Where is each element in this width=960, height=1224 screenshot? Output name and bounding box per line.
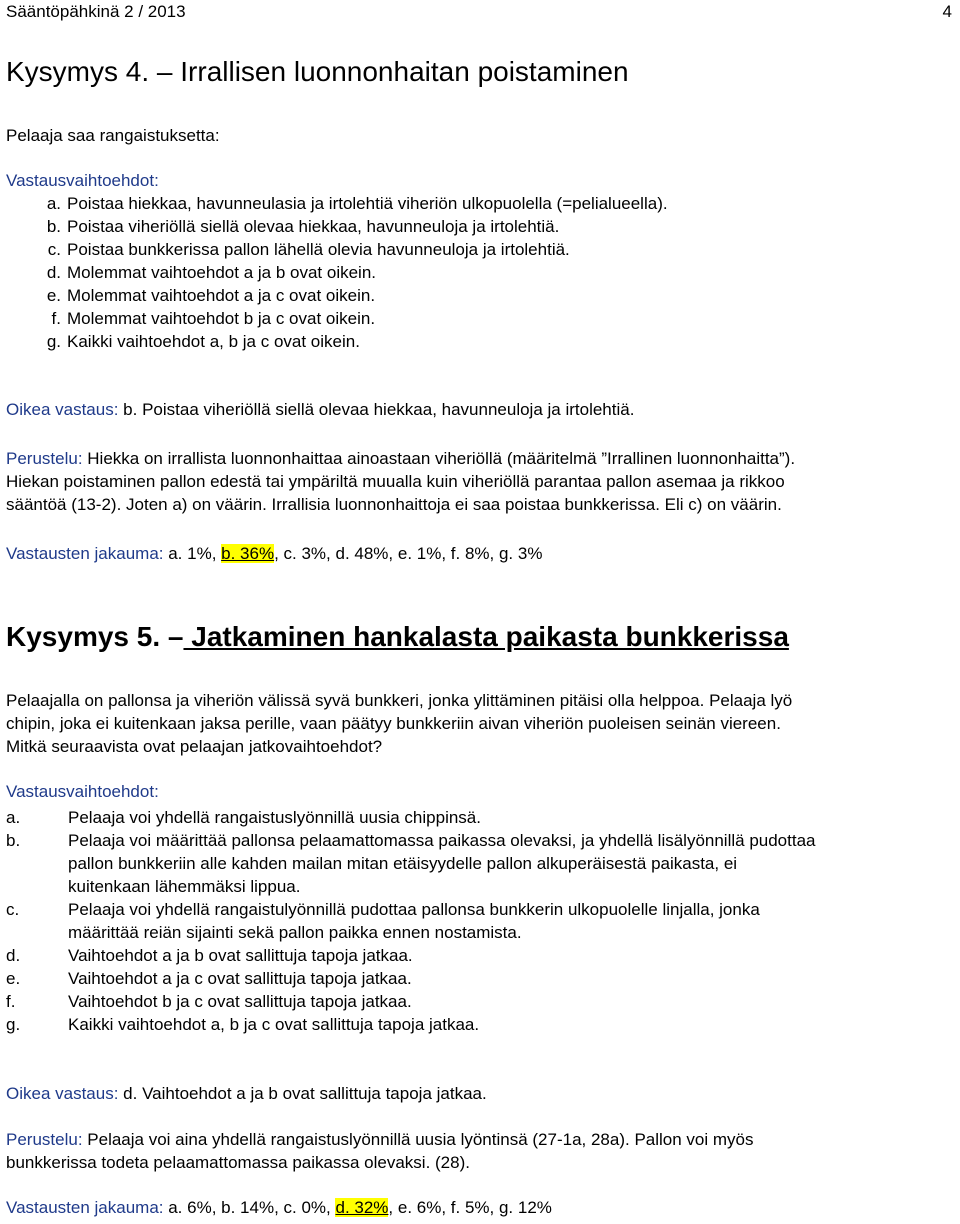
q5-option-e-line-1: Vaihtoehdot a ja c ovat sallittuja tapoja jatkaa. bbox=[68, 969, 412, 988]
q5-option-f-line-1: Vaihtoehdot b ja c ovat sallittuja tapoja jatkaa. bbox=[68, 992, 412, 1011]
q5-option-c-line-1: Pelaaja voi yhdellä rangaistulyönnillä pudottaa pallonsa bunkkerin ulkopuolelle linjalla, jonka bbox=[68, 900, 760, 919]
q5-option-c-letter: c. bbox=[6, 900, 20, 919]
q5-option-c-line-2: määrittää reiän sijainti sekä pallon paikka ennen nostamista. bbox=[68, 923, 522, 942]
q5-option-b-line-2: pallon bunkkeriin alle kahden mailan mitan etäisyydelle pallon alkuperäisestä paikasta, ei bbox=[68, 854, 738, 873]
q5-option-d-line-1: Vaihtoehdot a ja b ovat sallittuja tapoja jatkaa. bbox=[68, 946, 413, 965]
q4-answer: Oikea vastaus: b. Poistaa viheriöllä siellä olevaa hiekkaa, havunneuloja ja irtolehtiä. bbox=[6, 400, 635, 419]
q4-options-label: Vastausvaihtoehdot: bbox=[6, 171, 159, 190]
page-number: 4 bbox=[942, 2, 952, 21]
q5-option-a-letter: a. bbox=[6, 808, 21, 827]
q5-option-b-line-1: Pelaaja voi määrittää pallonsa pelaamattomassa paikassa olevaksi, ja yhdellä lisälyönnillä pudottaa bbox=[68, 831, 816, 850]
q5-reason-line-2: bunkkerissa todeta pelaamattomassa paikassa olevaksi. (28). bbox=[6, 1153, 470, 1172]
q4-reason-line-2: Hiekan poistaminen pallon edestä tai ympäriltä muualla kuin viheriöllä parantaa pallon asemaa ja rikkoo bbox=[6, 472, 785, 491]
q5-answer: Oikea vastaus: d. Vaihtoehdot a ja b ovat sallittuja tapoja jatkaa. bbox=[6, 1084, 487, 1103]
page-header bbox=[6, 2, 952, 24]
q5-reason-line-1: Perustelu: Pelaaja voi aina yhdellä rangaistuslyönnillä uusia lyöntinsä (27-1a, 28a). Pallon voi myös bbox=[6, 1130, 754, 1149]
q5-option-g-line-1: Kaikki vaihtoehdot a, b ja c ovat sallittuja tapoja jatkaa. bbox=[68, 1015, 480, 1034]
q4-distribution-highlight: b. 36% bbox=[221, 544, 275, 563]
q4-distribution: Vastausten jakauma: a. 1%, b. 36%, c. 3%, d. 48%, e. 1%, f. 8%, g. 3% bbox=[6, 544, 543, 563]
q4-option-b: b. Poistaa viheriöllä siellä olevaa hiekkaa, havunneuloja ja irtolehtiä. bbox=[46, 217, 560, 236]
q5-intro-line-2: chipin, joka ei kuitenkaan jaksa perille, vaan päätyy bunkkeriin aivan viheriön puoleisen seinän viereen. bbox=[6, 714, 781, 733]
q4-reason-line-3: sääntöä (13-2). Joten a) on väärin. Irrallisia luonnonhaittoja ei saa poistaa bunkkerissa. Eli c) on väärin. bbox=[6, 495, 782, 514]
q5-option-b-letter: b. bbox=[6, 831, 21, 850]
q5-option-e-letter: e. bbox=[6, 969, 21, 988]
q5-options-label: Vastausvaihtoehdot: bbox=[6, 782, 159, 801]
q4-option-d: d. Molemmat vaihtoehdot a ja b ovat oikein. bbox=[46, 263, 377, 282]
q5-option-b-line-3: kuitenkaan lähemmäksi lippua. bbox=[68, 877, 301, 896]
q5-option-f-letter: f. bbox=[6, 992, 16, 1011]
q4-option-g: g. Kaikki vaihtoehdot a, b ja c ovat oikein. bbox=[46, 332, 360, 351]
q4-option-f: f. Molemmat vaihtoehdot b ja c ovat oikein. bbox=[51, 309, 376, 328]
q5-distribution: Vastausten jakauma: a. 6%, b. 14%, c. 0%, d. 32%, e. 6%, f. 5%, g. 12% bbox=[6, 1198, 552, 1217]
q4-option-c: c. Poistaa bunkkerissa pallon lähellä olevia havunneuloja ja irtolehtiä. bbox=[47, 240, 570, 259]
q4-title: Kysymys 4. – Irrallisen luonnonhaitan poistaminen bbox=[6, 56, 629, 87]
q4-option-e: e. Molemmat vaihtoehdot a ja c ovat oikein. bbox=[46, 286, 376, 305]
q4-option-a: a. Poistaa hiekkaa, havunneulasia ja irtolehtiä viheriön ulkopuolella (=pelialueella). bbox=[46, 194, 668, 213]
q4-intro: Pelaaja saa rangaistuksetta: bbox=[6, 126, 220, 145]
q5-intro-line-3: Mitkä seuraavista ovat pelaajan jatkovaihtoehdot? bbox=[6, 737, 383, 756]
q5-title: Kysymys 5. – Jatkaminen hankalasta paikasta bunkkerissa bbox=[6, 621, 789, 652]
q5-intro-line-1: Pelaajalla on pallonsa ja viheriön välissä syvä bunkkeri, jonka ylittäminen pitäisi olla helppoa. Pelaaja lyö bbox=[6, 691, 793, 710]
q5-option-g-letter: g. bbox=[6, 1015, 21, 1034]
q5-distribution-highlight: d. 32% bbox=[335, 1198, 389, 1217]
q5-option-a-line-1: Pelaaja voi yhdellä rangaistuslyönnillä uusia chippinsä. bbox=[68, 808, 481, 827]
q5-option-d-letter: d. bbox=[6, 946, 21, 965]
q4-reason-line-1: Perustelu: Hiekka on irrallista luonnonhaittaa ainoastaan viheriöllä (määritelmä ”Irrallinen luonnonhaitta”). bbox=[6, 449, 796, 468]
header-title: Sääntöpähkinä 2 / 2013 bbox=[6, 2, 186, 21]
